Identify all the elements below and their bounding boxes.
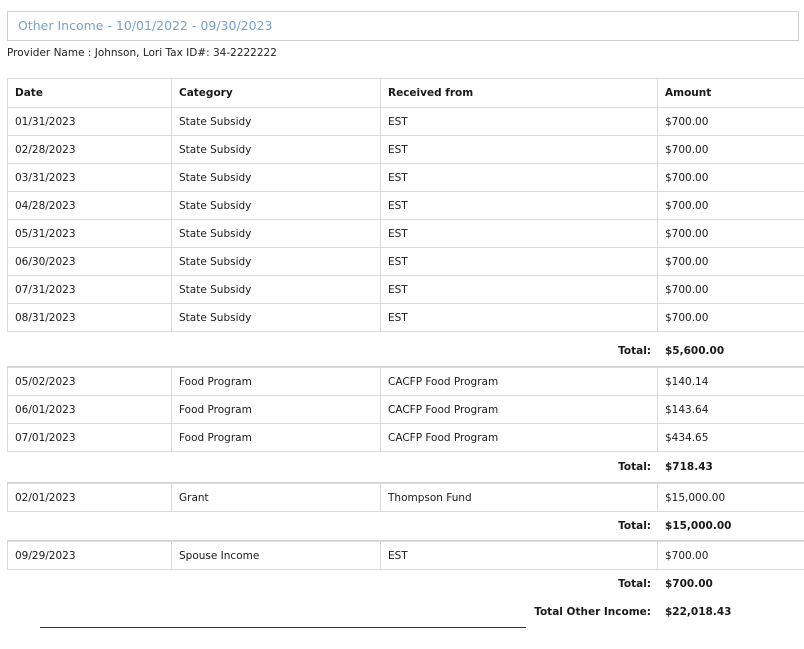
table-row (8, 424, 804, 452)
cell-category: State Subsidy (172, 276, 381, 304)
total-value: $5,600.00 (665, 345, 725, 357)
table-row (8, 368, 804, 396)
cell-amount: $700.00 (658, 164, 804, 192)
cell-category: Food Program (172, 396, 381, 424)
cell-amount: $700.00 (658, 136, 804, 164)
cell-amount: $700.00 (658, 108, 804, 136)
cell-amount: $700.00 (658, 248, 804, 276)
total-value: $15,000.00 (665, 520, 732, 532)
cell-received-from: Thompson Fund (381, 484, 658, 512)
cell-received-from: CACFP Food Program (381, 396, 658, 424)
cell-date: 07/01/2023 (8, 424, 172, 452)
header-date: Date (8, 79, 172, 108)
table-row (8, 542, 804, 570)
cell-received-from: CACFP Food Program (381, 424, 658, 452)
cell-received-from: CACFP Food Program (381, 368, 658, 396)
cell-category: State Subsidy (172, 248, 381, 276)
income-table-spouse-income (7, 541, 804, 570)
grand-total-label: Total Other Income: (534, 606, 651, 618)
table-row (8, 396, 804, 424)
cell-received-from: EST (381, 220, 658, 248)
cell-received-from: EST (381, 542, 658, 570)
table-row (8, 136, 804, 164)
table-row (8, 108, 804, 136)
cell-category: Spouse Income (172, 542, 381, 570)
income-table-food-program (7, 367, 804, 452)
cell-date: 04/28/2023 (8, 192, 172, 220)
cell-category: State Subsidy (172, 108, 381, 136)
group-total-row (7, 513, 804, 540)
total-label: Total: (618, 461, 651, 473)
table-row (8, 248, 804, 276)
cell-amount: $140.14 (658, 368, 804, 396)
cell-received-from: EST (381, 164, 658, 192)
report-title: Other Income - 10/01/2022 - 09/30/2023 (7, 11, 799, 41)
cell-amount: $700.00 (658, 542, 804, 570)
cell-amount: $700.00 (658, 220, 804, 248)
cell-amount: $143.64 (658, 396, 804, 424)
cell-category: Food Program (172, 368, 381, 396)
cell-date: 05/02/2023 (8, 368, 172, 396)
table-header-row (8, 79, 804, 108)
cell-date: 01/31/2023 (8, 108, 172, 136)
cell-received-from: EST (381, 248, 658, 276)
cell-category: State Subsidy (172, 304, 381, 332)
cell-date: 07/31/2023 (8, 276, 172, 304)
cell-date: 06/01/2023 (8, 396, 172, 424)
total-label: Total: (618, 520, 651, 532)
group-total-row (7, 454, 804, 481)
cell-date: 02/28/2023 (8, 136, 172, 164)
cell-amount: $700.00 (658, 192, 804, 220)
grand-total-row (7, 599, 804, 626)
cell-received-from: EST (381, 192, 658, 220)
cell-date: 08/31/2023 (8, 304, 172, 332)
group-total-row (7, 338, 804, 365)
table-row (8, 484, 804, 512)
cell-amount: $15,000.00 (658, 484, 804, 512)
income-table-grant (7, 483, 804, 512)
cell-category: State Subsidy (172, 220, 381, 248)
cell-category: State Subsidy (172, 192, 381, 220)
total-value: $718.43 (665, 461, 713, 473)
cell-received-from: EST (381, 108, 658, 136)
income-table-state-subsidy (7, 78, 804, 332)
cell-received-from: EST (381, 136, 658, 164)
cell-category: State Subsidy (172, 164, 381, 192)
cell-amount: $434.65 (658, 424, 804, 452)
cell-date: 03/31/2023 (8, 164, 172, 192)
cell-date: 02/01/2023 (8, 484, 172, 512)
header-category: Category (172, 79, 381, 108)
cell-category: Grant (172, 484, 381, 512)
table-row (8, 220, 804, 248)
cell-date: 05/31/2023 (8, 220, 172, 248)
cell-received-from: EST (381, 304, 658, 332)
table-row (8, 304, 804, 332)
table-row (8, 276, 804, 304)
grand-total-value: $22,018.43 (665, 606, 732, 618)
cell-date: 09/29/2023 (8, 542, 172, 570)
total-label: Total: (618, 578, 651, 590)
cell-amount: $700.00 (658, 304, 804, 332)
header-amount: Amount (658, 79, 804, 108)
header-received-from: Received from (381, 79, 658, 108)
total-value: $700.00 (665, 578, 713, 590)
cell-amount: $700.00 (658, 276, 804, 304)
cell-category: Food Program (172, 424, 381, 452)
table-row (8, 192, 804, 220)
cell-received-from: EST (381, 276, 658, 304)
group-total-row (7, 571, 804, 598)
signature-line (40, 627, 526, 628)
provider-info: Provider Name : Johnson, Lori Tax ID#: 34-2222222 (7, 47, 277, 59)
cell-category: State Subsidy (172, 136, 381, 164)
total-label: Total: (618, 345, 651, 357)
cell-date: 06/30/2023 (8, 248, 172, 276)
table-row (8, 164, 804, 192)
